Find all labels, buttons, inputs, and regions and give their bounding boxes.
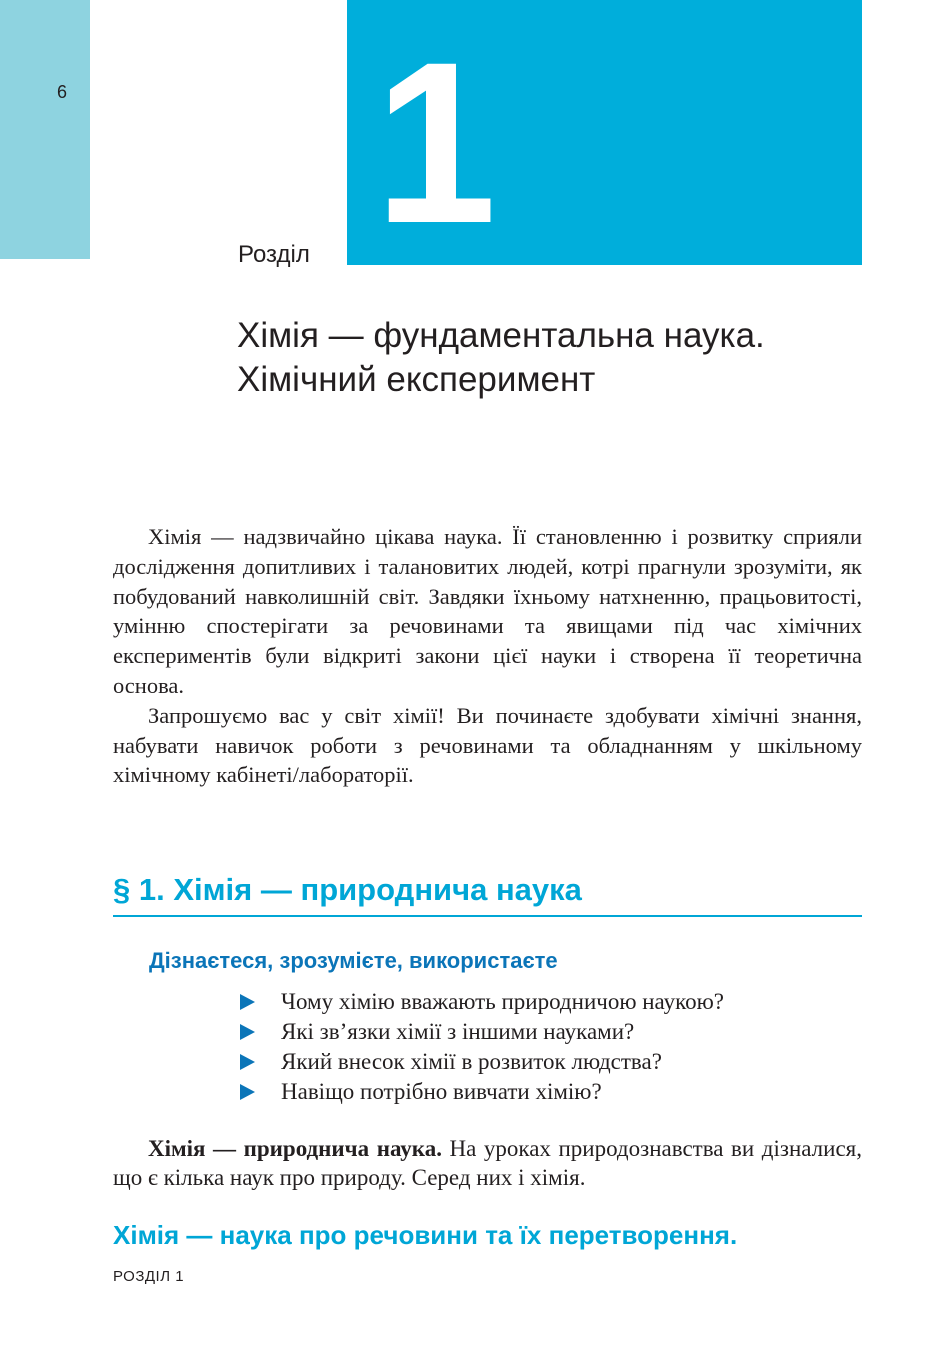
intro-paragraph: Запрошуємо вас у світ хімії! Ви починаєте здобувати хімічні знання, набувати навичок роботи з речовинами та обладнанням у шкільному хімічному кабінеті/лабораторії. (113, 702, 862, 788)
paragraph-text: На уроках природознавства ви дізналися, що є кілька наук про природу. Серед них і хімія. (113, 1136, 862, 1190)
body-paragraph (113, 1134, 862, 1192)
question-text: Який внесок хімії в розвиток людства? (281, 1049, 662, 1074)
chapter-title (237, 314, 917, 402)
learning-goals-heading: Дізнаєтеся, зрозумієте, використаєте (149, 948, 558, 973)
chapter-intro (113, 522, 862, 790)
chapter-title-line-2: Хімічний експеримент (237, 360, 596, 399)
learning-goals-list (240, 987, 724, 1107)
list-item (240, 1047, 724, 1077)
chapter-label: Розділ (238, 241, 310, 268)
running-footer: РОЗДІЛ 1 (113, 1268, 185, 1285)
list-item (240, 1017, 724, 1047)
triangle-bullet-icon (240, 1024, 255, 1040)
question-text: Які зв’язки хімії з іншими науками? (281, 1019, 635, 1044)
section-heading: § 1. Хімія — природнича наука (113, 872, 862, 917)
page-tab (0, 0, 90, 259)
chapter-title-line-1: Хімія — фундаментальна наука. (237, 316, 765, 355)
list-item (240, 987, 724, 1017)
question-text: Чому хімію вважають природничою наукою? (281, 989, 724, 1014)
page-number: 6 (57, 82, 68, 102)
subsection-heading: Хімія — наука про речовини та їх перетворення. (113, 1220, 738, 1250)
triangle-bullet-icon (240, 1084, 255, 1100)
bold-term: Хімія — природнича наука. (148, 1136, 442, 1161)
list-item (240, 1077, 724, 1107)
triangle-bullet-icon (240, 1054, 255, 1070)
question-text: Навіщо потрібно вивчати хімію? (281, 1079, 602, 1104)
triangle-bullet-icon (240, 994, 255, 1010)
intro-paragraph: Хімія — надзвичайно цікава наука. Її становленню і розвитку сприяли дослідження допитливих і талановитих людей, котрі прагнули зрозуміти, як побудований навколишній світ. Завдяки їхньому натхненню, працьовитості, умінню спостерігати за речовинами та явищами під час хімічних експериментів були відкриті закони цієї науки і створена її теоретична основа. (113, 524, 862, 698)
chapter-number-block (347, 0, 862, 265)
chapter-number: 1 (375, 14, 497, 265)
